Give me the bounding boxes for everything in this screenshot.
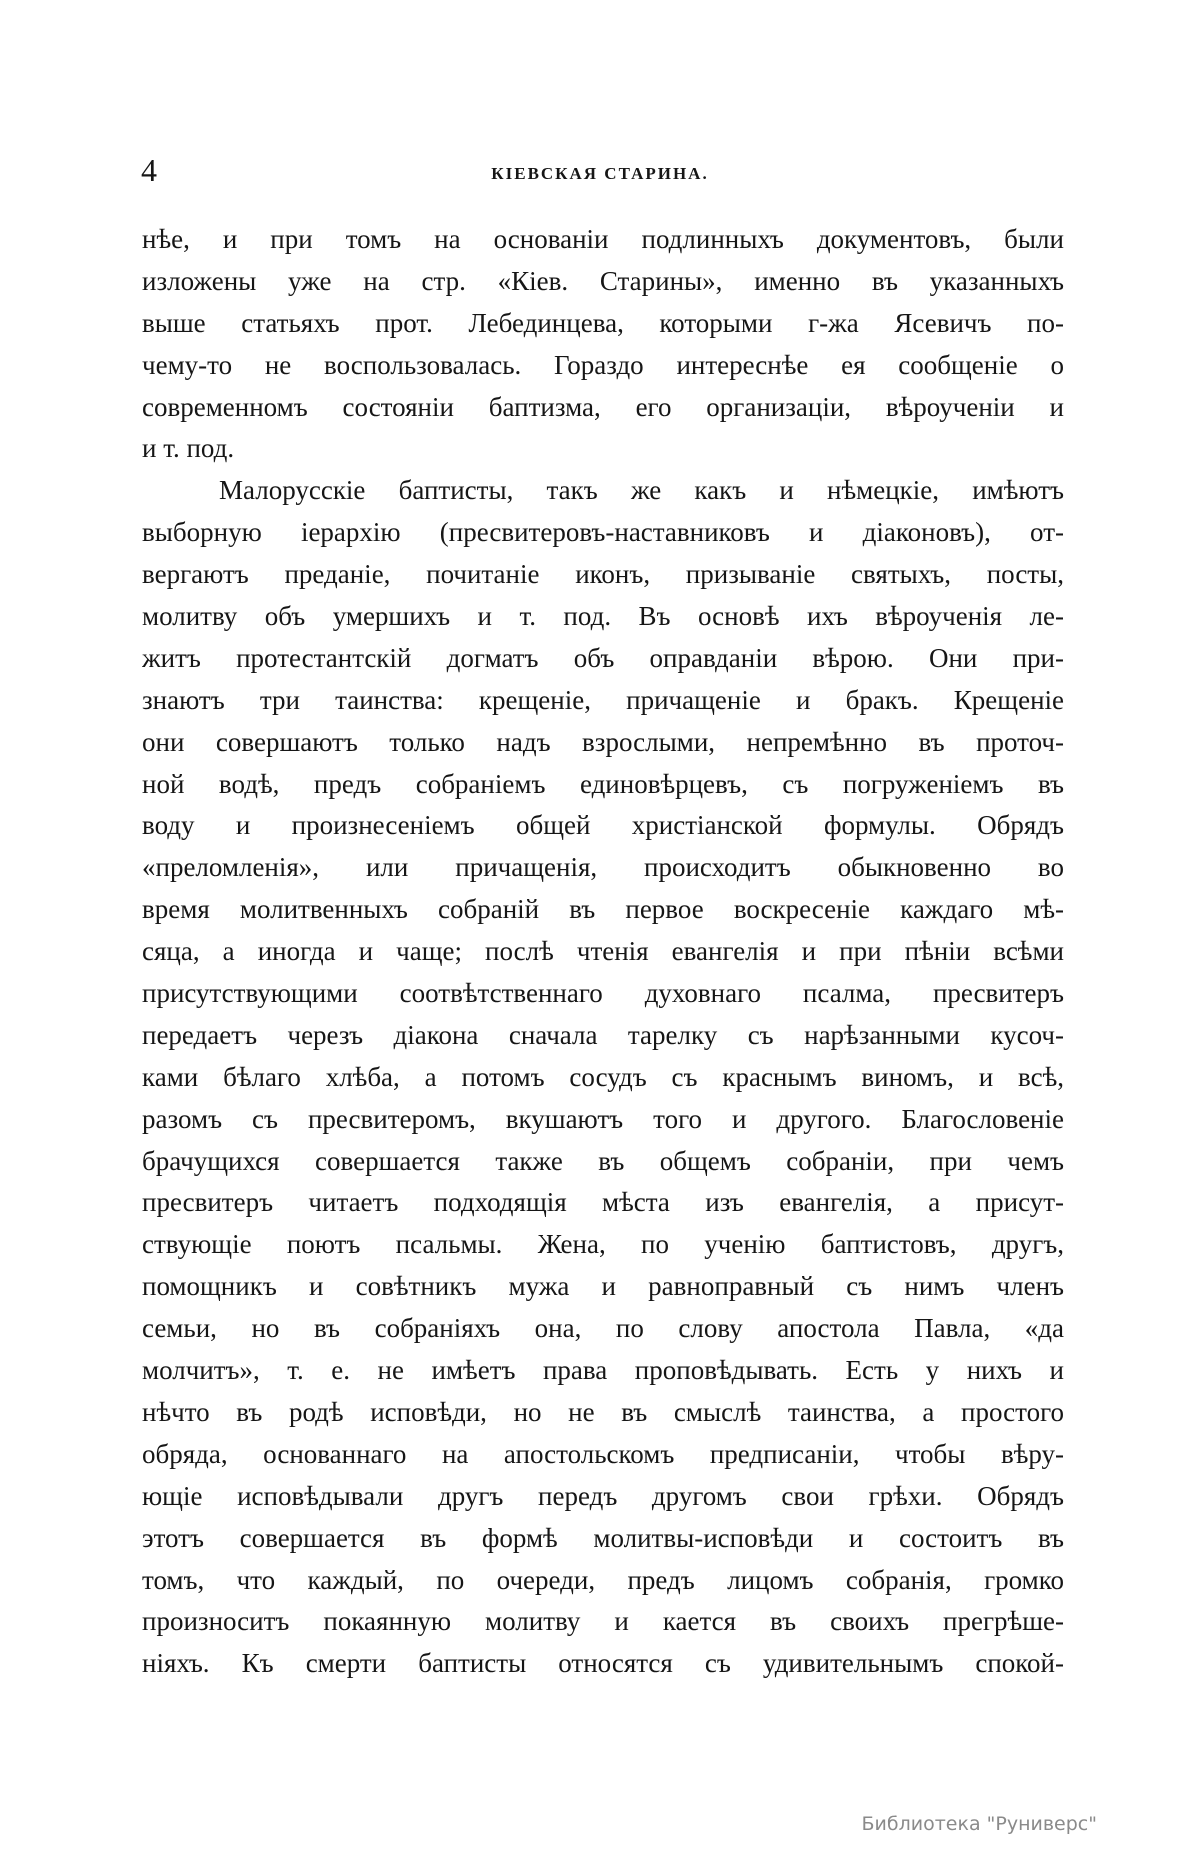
text-line: молитву объ умершихъ и т. под. Въ основѣ ихъ вѣроученія ле- — [142, 601, 1064, 632]
text-line: этотъ совершается въ формѣ молитвы-исповѣди и состоитъ въ — [142, 1522, 1064, 1553]
text-line: и т. под. — [142, 433, 235, 464]
text-line: ющіе исповѣдывали другъ передъ другомъ свои грѣхи. Обрядъ — [142, 1480, 1064, 1511]
text-line: сяца, а иногда и чаще; послѣ чтенія евангелія и при пѣніи всѣми — [142, 936, 1064, 967]
text-line: изложены уже на стр. «Кіев. Старины», именно въ указанныхъ — [142, 265, 1064, 296]
text-line: ствующіе поютъ псальмы. Жена, по ученію баптистовъ, другъ, — [142, 1229, 1064, 1260]
text-line: томъ, что каждый, по очереди, предъ лицомъ собранія, громко — [142, 1564, 1064, 1595]
text-line: нѣе, и при томъ на основаніи подлинныхъ документовъ, были — [142, 224, 1064, 254]
library-watermark: Библиотека "Руниверс" — [861, 1813, 1097, 1835]
text-line: брачущихся совершается также въ общемъ собраніи, при чемъ — [142, 1145, 1064, 1176]
text-line: присутствующими соотвѣтственнаго духовнаго псалма, пресвитеръ — [142, 978, 1064, 1009]
text-line: ной водѣ, предъ собраніемъ единовѣрцевъ, съ погруженіемъ въ — [142, 768, 1064, 799]
text-line: помощникъ и совѣтникъ мужа и равноправный съ нимъ членъ — [142, 1271, 1064, 1302]
text-line: передаетъ черезъ діакона сначала тарелку съ нарѣзанными кусоч- — [142, 1019, 1064, 1050]
text-line: выборную іерархію (пресвитеровъ-наставниковъ и діаконовъ), от- — [142, 517, 1064, 548]
text-line: семьи, но въ собраніяхъ она, по слову апостола Павла, «да — [142, 1313, 1064, 1344]
text-line: знаютъ три таинства: крещеніе, причащеніе и бракъ. Крещеніе — [142, 684, 1064, 715]
body-text — [142, 219, 1064, 1685]
paragraph-first-line: Малорусскіе баптисты, такъ же какъ и нѣмецкіе, имѣютъ — [219, 475, 1064, 506]
text-line: современномъ состояніи баптизма, его организаціи, вѣроученіи и — [142, 391, 1064, 422]
text-line: житъ протестантскій догматъ объ оправданіи вѣрою. Они при- — [142, 642, 1064, 673]
text-line: нѣчто въ родѣ исповѣди, но не въ смыслѣ таинства, а простого — [142, 1396, 1064, 1427]
running-head-title: КІЕВСКАЯ СТАРИНА. — [491, 164, 709, 183]
text-line: ками бѣлаго хлѣба, а потомъ сосудъ съ краснымъ виномъ, и всѣ, — [142, 1061, 1064, 1092]
text-line: время молитвенныхъ собраній въ первое воскресеніе каждаго мѣ- — [142, 894, 1064, 925]
text-line: «преломленія», или причащенія, происходитъ обыкновенно во — [142, 852, 1064, 883]
text-line: воду и произнесеніемъ общей христіанской формулы. Обрядъ — [142, 810, 1064, 841]
text-line: они совершаютъ только надъ взрослыми, непремѣнно въ проточ- — [142, 726, 1064, 757]
page-number: 4 — [141, 152, 157, 188]
text-line: разомъ съ пресвитеромъ, вкушаютъ того и другого. Благословеніе — [142, 1103, 1064, 1134]
text-line: чему-то не воспользовалась. Гораздо интереснѣе ея сообщеніе о — [142, 349, 1064, 380]
text-line: молчитъ», т. е. не имѣетъ права проповѣдывать. Есть у нихъ и — [142, 1355, 1064, 1386]
text-line: ніяхъ. Къ смерти баптисты относятся съ удивительнымъ спокой- — [142, 1648, 1064, 1679]
text-line: вергаютъ преданіе, почитаніе иконъ, призываніе святыхъ, посты, — [142, 559, 1064, 590]
text-line: выше статьяхъ прот. Лебединцева, которыми г-жа Ясевичъ по- — [142, 307, 1064, 338]
text-line: произноситъ покаянную молитву и кается въ своихъ прегрѣше- — [142, 1606, 1064, 1637]
text-line: обряда, основаннаго на апостольскомъ предписаніи, чтобы вѣру- — [142, 1438, 1064, 1469]
text-line: пресвитеръ читаетъ подходящія мѣста изъ евангелія, а присут- — [142, 1187, 1064, 1218]
